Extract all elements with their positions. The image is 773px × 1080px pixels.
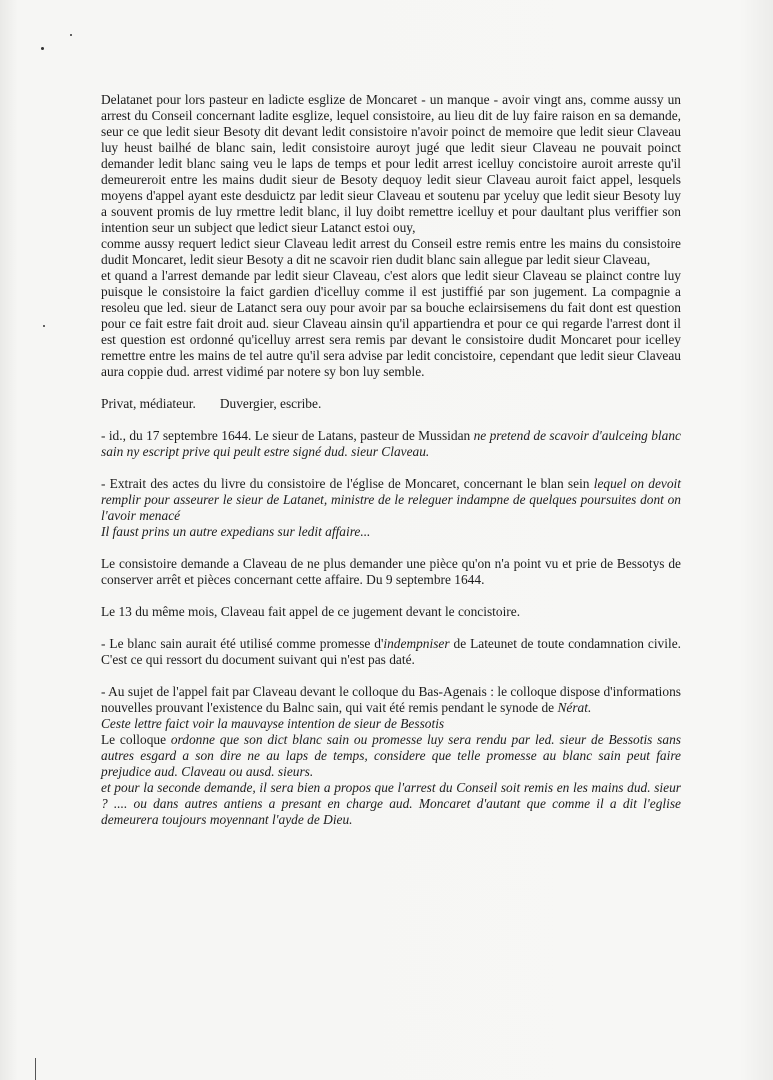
- paragraph: [101, 732, 681, 780]
- paragraph: [101, 684, 681, 716]
- quoted-text: Nérat.: [557, 700, 592, 715]
- paragraph: [101, 428, 681, 460]
- binding-edge-mark: [35, 1058, 36, 1080]
- quoted-text: ne pretend de scavoir d'aulceing blanc sain ny escript prive qui peult estre signé dud. sieur Claveau.: [101, 428, 681, 459]
- quoted-text: Ceste lettre faict voir la mauvayse intention de sieur de Bessotis: [101, 716, 445, 731]
- text-segment: - Le blanc sain aurait été utilisé comme promesse d': [101, 636, 384, 651]
- paragraph: [101, 604, 681, 620]
- paragraph: [101, 236, 681, 268]
- paragraph: [101, 636, 681, 668]
- quoted-text: lequel on devoit remplir pour asseurer le sieur de Latanet, ministre de le releguer indampne de quelques poursuites dont on l'avoir menacé: [101, 476, 681, 523]
- document-body: [101, 92, 681, 828]
- text-segment: Delatanet pour lors pasteur en ladicte esglize de Moncaret - un manque - avoir vingt ans, comme aussy un arrest du Conseil concernant ladite esglize, lequel consistoire, au lieu dit de luy faire raison en sa demande, seur ce que ledit sieur Besoty dit devant ledit consistoire n'avoir poinct de memoire que ledit sieur Claveau luy heust bailhé de blanc sain, ledit consistoire auroyt jugé que ledit sieur Claveau ne pouvait poinct demander ledit blanc saing veu le laps de temps et pour ledit arrest icelluy concistoire auroit arreste qu'il demeureroit entre les mains dudit sieur de Besoty dequoy ledit sieur Claveau auroit faict appel, lesquels moyens d'appel ayant este desduictz par ledit sieur Claveau et soutenu par yceluy que ledit sieur Besoty luy a souvent promis de luy rmettre ledit blanc, il luy doibt remettre icelluy et pour daultant plus veriffier son intention seur un subject que ledict sieur Latanct estoi ouy,: [101, 92, 681, 235]
- text-segment: - Au sujet de l'appel fait par Claveau devant le colloque du Bas-Agenais : le colloque dispose d'informations nouvelles prouvant l'existence du Balnc sain, qui vait été remis pendant le synode de: [101, 684, 681, 715]
- margin-speck: [41, 47, 44, 50]
- paragraph: [101, 92, 681, 236]
- paragraph: [101, 476, 681, 524]
- quoted-text: Il faust prins un autre expedians sur ledit affaire...: [101, 524, 371, 539]
- text-segment: - Extrait des actes du livre du consistoire de l'église de Moncaret, concernant le blan sein: [101, 476, 594, 491]
- quoted-text: et pour la seconde demande, il sera bien a propos que l'arrest du Conseil soit remis en les mains dud. sieur ? .... ou dans autres antiens a presant en charge aud. Moncaret d'autant que comme il a dit l'eglise demeurera toujours moyennant l'ayde de Dieu.: [101, 780, 681, 827]
- paragraph: [101, 716, 681, 732]
- text-segment: - id., du 17 septembre 1644. Le sieur de Latans, pasteur de Mussidan: [101, 428, 474, 443]
- signature-name: Privat, médiateur.: [101, 396, 196, 411]
- quoted-text: indempniser: [383, 636, 450, 651]
- text-segment: et quand a l'arrest demande par ledit sieur Claveau, c'est alors que ledit sieur Claveau se plainct contre luy puisque le consistoire la faict gardien d'icelluy comme il est justiffié par son jugement. La compagnie a resoleu que led. sieur de Latanct sera ouy pour avoir par sa bouche eclairsisemens du fait dont est question pour ce fait estre fait droit aud. sieur Claveau ainsin qu'il appartiendra et pour ce qui regarde l'arrest dont il est question est ordonné qu'icelluy arrest sera remis par devant le consistoire dudit Moncaret pour icelley remettre entre les mains de tel autre qu'il sera advise par ledit concistoire, cependant que ledit sieur Claveau aura coppie dud. arrest vidimé par notere sy bon luy semble.: [101, 268, 681, 379]
- text-segment: Le 13 du même mois, Claveau fait appel de ce jugement devant le concistoire.: [101, 604, 521, 619]
- paragraph: [101, 556, 681, 588]
- text-segment: Le colloque: [101, 732, 171, 747]
- signature-name: Duvergier, escribe.: [219, 396, 322, 411]
- text-segment: de Lateunet de toute condamnation civile. C'est ce qui ressort du document suivant qui n'est pas daté.: [101, 636, 681, 667]
- paragraph: [101, 780, 681, 828]
- margin-speck: [43, 325, 45, 327]
- paragraph: [101, 524, 681, 540]
- margin-speck: [70, 34, 72, 36]
- signature-line: [101, 396, 681, 412]
- paragraph: [101, 268, 681, 380]
- text-segment: Le consistoire demande a Claveau de ne plus demander une pièce qu'on n'a point vu et prie de Bessotys de conserver arrêt et pièces concernant cette affaire. Du 9 septembre 1644.: [101, 556, 681, 587]
- text-segment: comme aussy requert ledict sieur Claveau ledit arrest du Conseil estre remis entre les mains du consistoire dudit Moncaret, ledit sieur Besoty a dit ne scavoir rien dudit blanc sain allegue par ledit sieur Claveau,: [101, 236, 681, 267]
- quoted-text: ordonne que son dict blanc sain ou promesse luy sera rendu par led. sieur de Bessotis sans autres esgard a son dire ne au laps de temps, considere que telle promesse au blanc sain peut faire prejudice aud. Claveau ou ausd. sieurs.: [101, 732, 681, 779]
